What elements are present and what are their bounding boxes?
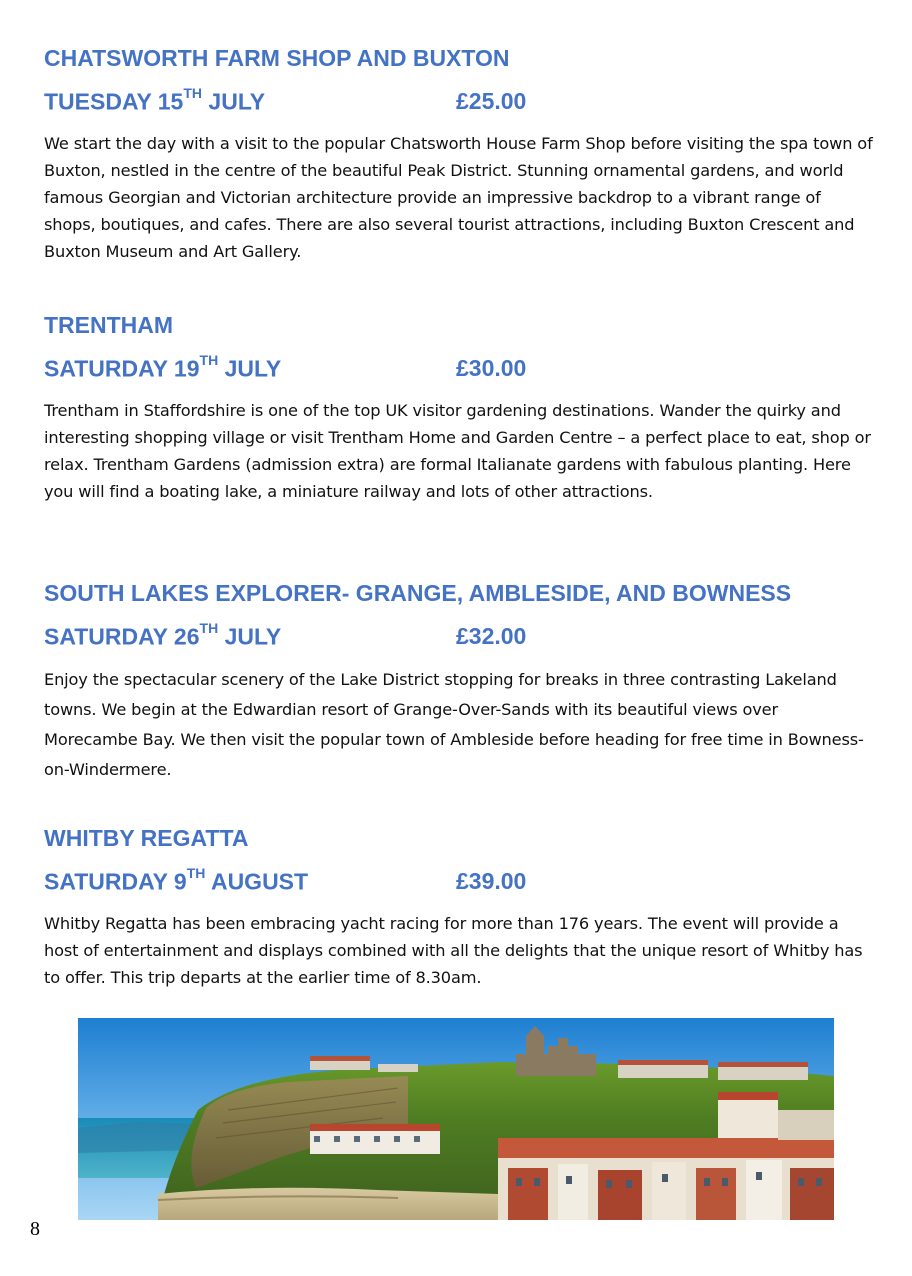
trip-title: WHITBY REGATTA xyxy=(44,825,249,851)
trip-south-lakes xyxy=(44,579,874,785)
trip-month: JULY xyxy=(224,355,282,382)
trip-month: AUGUST xyxy=(210,868,309,895)
trip-price: £32.00 xyxy=(456,623,527,649)
trip-month: JULY xyxy=(224,623,282,650)
trip-day-suffix: TH xyxy=(199,620,219,636)
trip-description: Enjoy the spectacular scenery of the Lake District stopping for breaks in three contrasting Lakeland towns. We begin at the Edwardian resort of Grange-Over-Sands with its beautiful views over Morecambe Bay. We then visit the popular town of Ambleside before heading for free time in Bowness-on-Windermere. xyxy=(44,670,864,779)
trip-title: TRENTHAM xyxy=(44,312,174,338)
trip-day: SATURDAY 9 xyxy=(44,868,187,895)
whitby-panorama-photo xyxy=(78,1018,834,1220)
trip-date-row xyxy=(44,85,874,122)
trip-chatsworth xyxy=(44,44,874,265)
trip-trentham xyxy=(44,311,874,505)
trip-whitby-regatta xyxy=(44,824,874,991)
trip-date xyxy=(44,352,282,383)
trip-title: SOUTH LAKES EXPLORER- GRANGE, AMBLESIDE, AND BOWNESS xyxy=(44,580,792,606)
trip-day: TUESDAY 15 xyxy=(44,88,184,115)
trip-date-row xyxy=(44,865,874,902)
trip-date-row xyxy=(44,352,874,389)
trip-price: £25.00 xyxy=(456,88,527,114)
trip-price: £39.00 xyxy=(456,868,527,894)
trip-price: £30.00 xyxy=(456,355,527,381)
trip-description: We start the day with a visit to the popular Chatsworth House Farm Shop before visiting the spa town of Buxton, nestled in the centre of the beautiful Peak District. Stunning ornamental gardens, and world famous Georgian and Victorian architecture provide an impressive backdrop to a vibrant range of shops, boutiques, and cafes. There are also several tourist attractions, including Buxton Crescent and Buxton Museum and Art Gallery. xyxy=(44,134,873,261)
trip-title: CHATSWORTH FARM SHOP AND BUXTON xyxy=(44,45,510,71)
trip-day-suffix: TH xyxy=(199,352,219,368)
trip-day: SATURDAY 26 xyxy=(44,623,200,650)
trip-date xyxy=(44,865,309,896)
trip-month: JULY xyxy=(208,88,266,115)
page-number: 8 xyxy=(30,1218,40,1240)
trip-date xyxy=(44,85,266,116)
trip-day-suffix: TH xyxy=(186,865,206,881)
trip-day: SATURDAY 19 xyxy=(44,355,200,382)
trip-description: Trentham in Staffordshire is one of the top UK visitor gardening destinations. Wander the quirky and interesting shopping village or visit Trentham Home and Garden Centre – a perfect place to eat, shop or relax. Trentham Gardens (admission extra) are formal Italianate gardens with fabulous planting. Here you will find a boating lake, a miniature railway and lots of other attractions. xyxy=(44,401,871,501)
trip-day-suffix: TH xyxy=(183,85,203,101)
trip-date xyxy=(44,620,282,651)
trip-description: Whitby Regatta has been embracing yacht racing for more than 176 years. The event will provide a host of entertainment and displays combined with all the delights that the unique resort of Whitby has to offer. This trip departs at the earlier time of 8.30am. xyxy=(44,914,863,987)
trip-date-row xyxy=(44,620,874,657)
